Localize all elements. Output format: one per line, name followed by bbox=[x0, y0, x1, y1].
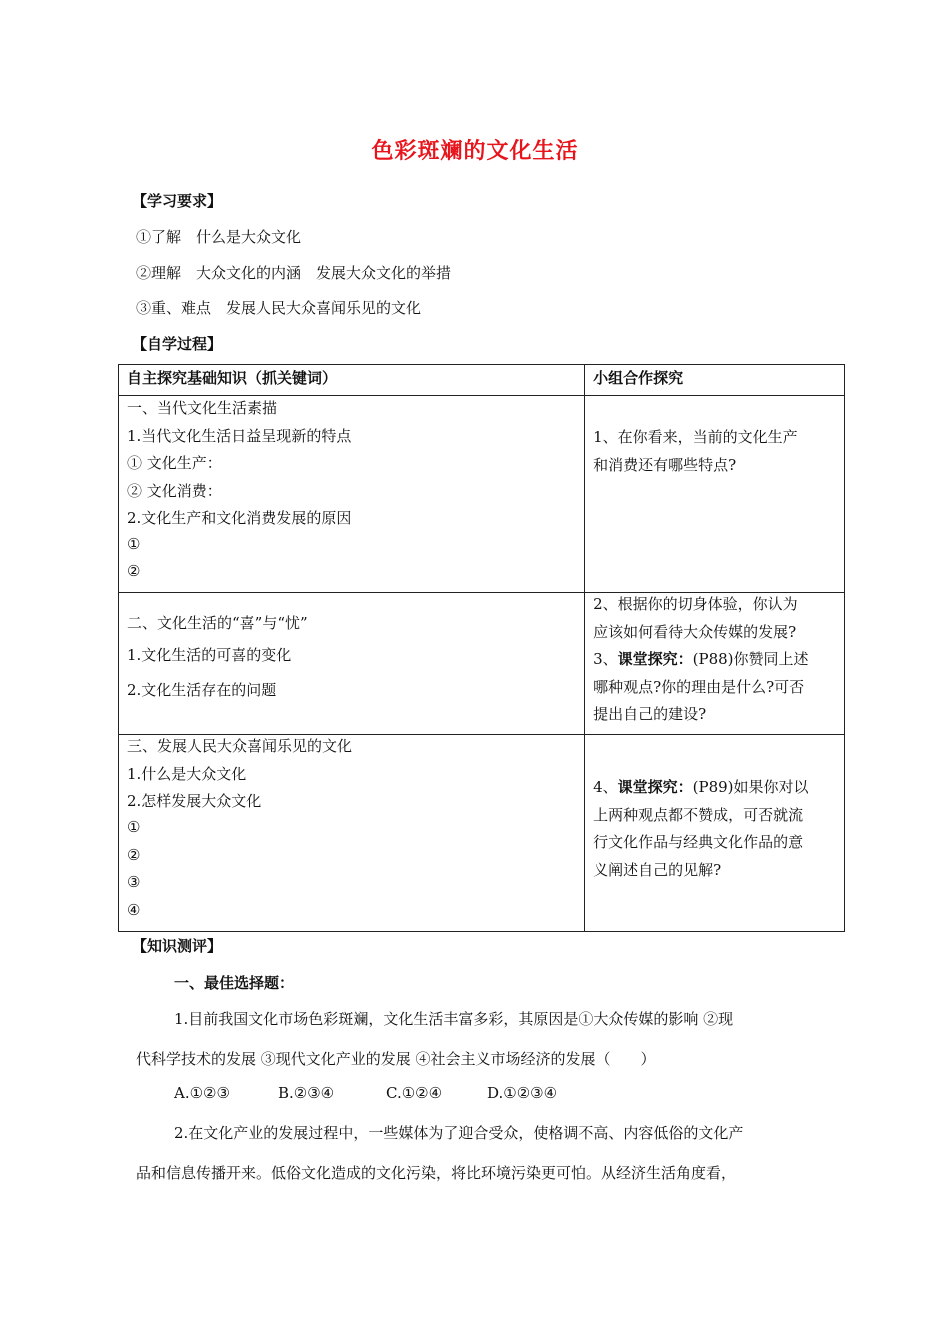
row2-right-line: 2、根据你的切身体验，你认为 bbox=[593, 595, 798, 613]
option-b: B.②③④ bbox=[278, 1084, 335, 1102]
inquiry-text: (P88)你赞同上述 bbox=[692, 650, 809, 668]
row1-right-cell bbox=[585, 396, 845, 593]
row1-left-line: ② 文化消费： bbox=[127, 482, 222, 500]
requirement-item: ②理解 大众文化的内涵 发展大众文化的举措 bbox=[136, 264, 452, 282]
requirement-item: ①了解 什么是大众文化 bbox=[136, 228, 302, 246]
row2-left-line: 2.文化生活存在的问题 bbox=[127, 681, 277, 699]
row1-left-line: ② bbox=[127, 562, 141, 580]
row3-left-line: 三、发展人民大众喜闻乐见的文化 bbox=[127, 737, 353, 755]
row3-right-line: 义阐述自己的见解? bbox=[593, 861, 722, 879]
study-table bbox=[118, 364, 845, 932]
row2-right-cell bbox=[585, 593, 845, 735]
question-1-line-2: 代科学技术的发展 ③现代文化产业的发展 ④社会主义市场经济的发展（ ） bbox=[136, 1050, 656, 1068]
option-a: A.①②③ bbox=[174, 1084, 230, 1102]
item-number: 3、 bbox=[593, 650, 618, 668]
option-d: D.①②③④ bbox=[487, 1084, 558, 1102]
row2-left-line: 二、文化生活的“喜”与“忧” bbox=[127, 614, 308, 632]
class-inquiry-label: 课堂探究： bbox=[617, 778, 693, 796]
row3-right-line: 行文化作品与经典文化作品的意 bbox=[593, 833, 804, 851]
row1-right-line: 和消费还有哪些特点? bbox=[593, 456, 737, 474]
requirements-heading: 【学习要求】 bbox=[132, 192, 223, 210]
table-header-right bbox=[585, 365, 845, 396]
table-header-left bbox=[119, 365, 585, 396]
row3-left-line: 1.什么是大众文化 bbox=[127, 765, 247, 783]
header-right-text: 小组合作探究 bbox=[593, 369, 684, 387]
row3-left-cell bbox=[119, 735, 585, 932]
row1-left-line: 1.当代文化生活日益呈现新的特点 bbox=[127, 427, 352, 445]
self-study-heading: 【自学过程】 bbox=[132, 335, 223, 353]
row1-left-line: 2.文化生产和文化消费发展的原因 bbox=[127, 509, 352, 527]
question-1-line-1: 1.目前我国文化市场色彩斑斓，文化生活丰富多彩，其原因是①大众传媒的影响 ②现 bbox=[174, 1010, 734, 1028]
row3-left-line: 2.怎样发展大众文化 bbox=[127, 792, 262, 810]
row3-right-line: 上两种观点都不赞成，可否就流 bbox=[593, 806, 804, 824]
row2-left-line: 1.文化生活的可喜的变化 bbox=[127, 646, 292, 664]
row1-left-line: ① bbox=[127, 535, 141, 553]
row2-right-line bbox=[593, 648, 808, 669]
row3-left-line: ④ bbox=[127, 901, 141, 919]
option-c: C.①②④ bbox=[386, 1084, 443, 1102]
header-left-text: 自主探究基础知识（抓关键词） bbox=[127, 369, 338, 387]
row3-left-line: ③ bbox=[127, 873, 141, 891]
test-heading: 【知识测评】 bbox=[132, 937, 223, 955]
row1-left-cell bbox=[119, 396, 585, 593]
row3-left-line: ② bbox=[127, 846, 141, 864]
row2-right-line: 应该如何看待大众传媒的发展? bbox=[593, 623, 797, 641]
test-subheading: 一、最佳选择题： bbox=[174, 974, 295, 992]
item-number: 4、 bbox=[593, 778, 618, 796]
row2-right-line: 哪种观点?你的理由是什么?可否 bbox=[593, 678, 805, 696]
class-inquiry-label: 课堂探究： bbox=[617, 650, 693, 668]
row3-left-line: ① bbox=[127, 818, 141, 836]
question-2-line-1: 2.在文化产业的发展过程中，一些媒体为了迎合受众，使格调不高、内容低俗的文化产 bbox=[174, 1124, 744, 1142]
requirement-item: ③重、难点 发展人民大众喜闻乐见的文化 bbox=[136, 299, 422, 317]
row1-right-line: 1、在你看来，当前的文化生产 bbox=[593, 428, 798, 446]
row1-left-line: 一、当代文化生活素描 bbox=[127, 399, 278, 417]
row2-left-cell bbox=[119, 593, 585, 735]
row1-left-line: ① 文化生产： bbox=[127, 454, 222, 472]
question-2-line-2: 品和信息传播开来。低俗文化造成的文化污染，将比环境污染更可怕。从经济生活角度看， bbox=[136, 1164, 737, 1182]
row3-right-line bbox=[593, 776, 808, 797]
row2-right-line: 提出自己的建设? bbox=[593, 705, 707, 723]
inquiry-text: (P89)如果你对以 bbox=[692, 778, 809, 796]
page-title: 色彩斑斓的文化生活 bbox=[371, 139, 579, 164]
row3-right-cell bbox=[585, 735, 845, 932]
